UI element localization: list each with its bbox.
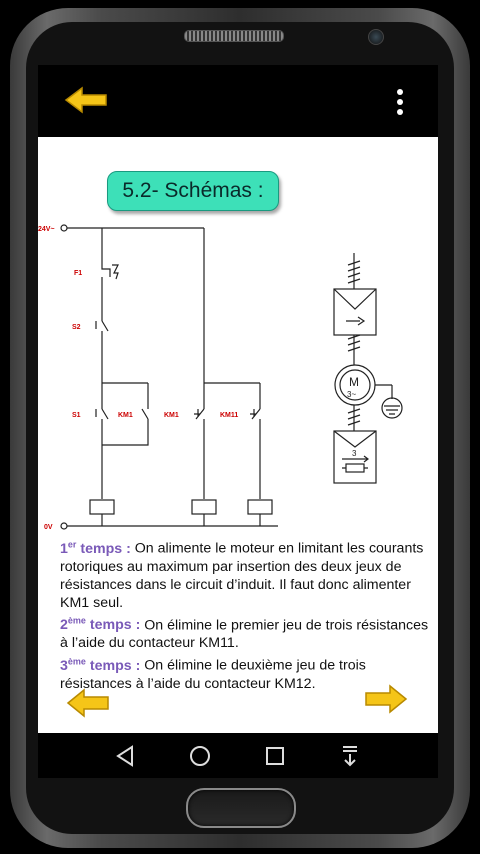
nav-back-icon[interactable] <box>110 741 140 771</box>
step2-label: 2ème temps : <box>60 615 141 634</box>
km1-label-a: KM1 <box>118 412 133 419</box>
prev-page-arrow-icon[interactable] <box>66 687 112 719</box>
step1-label: 1er temps : <box>60 539 131 557</box>
screen <box>38 65 438 778</box>
back-arrow-icon[interactable] <box>64 85 110 115</box>
step2-text: On élimine le premier jeu de trois résistances à l’aide du contacteur KM11. <box>60 617 429 652</box>
step3-text: On élimine le deuxième jeu de trois résistances à l’aide du contacteur KM12. <box>60 658 366 693</box>
hardware-home-button[interactable] <box>186 788 296 828</box>
next-page-arrow-icon[interactable] <box>362 683 408 715</box>
s1-label: S1 <box>72 412 81 419</box>
earpiece-speaker <box>184 30 284 42</box>
step3-label: 3ème temps : <box>60 656 141 675</box>
wiring-diagram <box>38 213 438 533</box>
section-title: 5.2- Schémas : <box>107 171 279 211</box>
system-nav-bar <box>38 733 438 778</box>
page-content <box>38 137 438 733</box>
nav-home-icon[interactable] <box>185 741 215 771</box>
more-vert-icon[interactable] <box>390 87 410 117</box>
resistor-number: 3 <box>352 449 357 458</box>
km11-label: KM11 <box>220 412 239 419</box>
step1-text: On alimente le moteur en limitant les courants rotoriques au maximum par insertion des deux jeux de résistances dans le circuit d’induit. Il faut donc alimenter KM1 seul. <box>60 540 424 611</box>
rail-top-label: 24V~ <box>38 226 55 233</box>
rail-bottom-label: 0V <box>44 524 53 531</box>
app-bar <box>38 65 438 137</box>
f1-label: F1 <box>74 270 83 277</box>
s2-label: S2 <box>72 324 81 331</box>
nav-recents-icon[interactable] <box>260 741 290 771</box>
km1-label-b: KM1 <box>164 412 179 419</box>
nav-down-icon[interactable] <box>335 741 365 771</box>
front-camera <box>368 29 384 45</box>
motor-letter: M <box>349 375 359 389</box>
motor-phase: 3~ <box>347 390 357 399</box>
explanation-text <box>60 535 430 693</box>
